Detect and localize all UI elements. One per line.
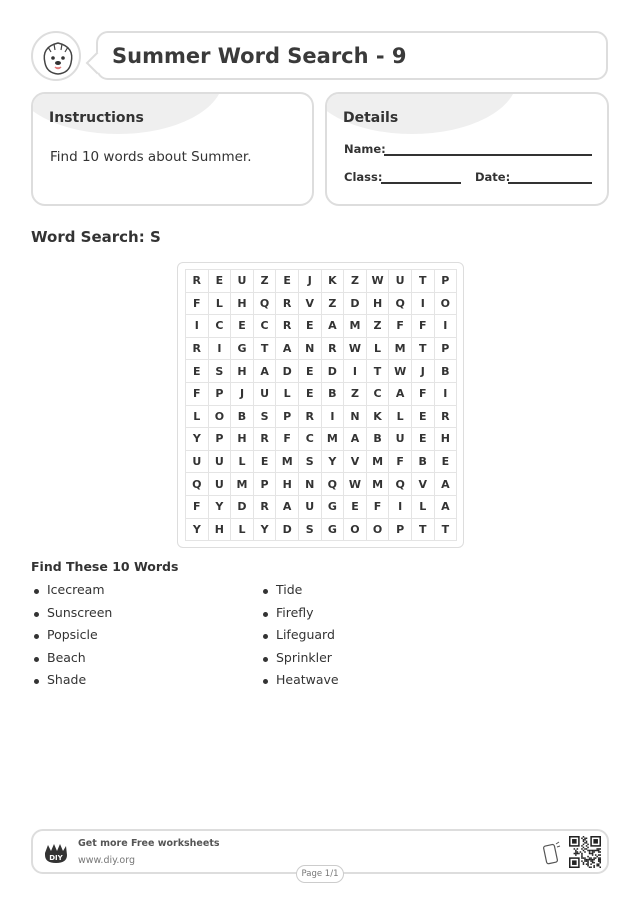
grid-cell[interactable]: C [253, 315, 276, 338]
grid-cell[interactable]: U [186, 450, 209, 473]
grid-cell[interactable]: T [253, 337, 276, 360]
grid-cell[interactable]: S [253, 405, 276, 428]
grid-cell[interactable]: J [411, 360, 434, 383]
grid-cell[interactable]: V [344, 450, 367, 473]
grid-cell[interactable]: A [389, 382, 412, 405]
grid-cell[interactable]: R [186, 270, 209, 293]
grid-cell[interactable]: R [253, 428, 276, 451]
grid-cell[interactable]: U [389, 270, 412, 293]
grid-cell[interactable]: D [276, 360, 299, 383]
grid-row [186, 315, 457, 338]
grid-cell[interactable]: M [366, 473, 389, 496]
grid-cell[interactable]: H [231, 360, 254, 383]
word-list-heading: Find These 10 Words [31, 559, 179, 574]
grid-cell[interactable]: A [253, 360, 276, 383]
grid-cell[interactable]: B [231, 405, 254, 428]
word-list-item: Beach [31, 650, 112, 673]
grid-cell[interactable]: G [321, 518, 344, 541]
word-list-item: Heatwave [260, 672, 339, 695]
grid-cell[interactable]: I [434, 382, 457, 405]
class-field[interactable] [381, 182, 461, 184]
grid-cell[interactable]: U [253, 382, 276, 405]
grid-row [186, 270, 457, 293]
grid-cell[interactable]: E [298, 360, 321, 383]
grid-cell[interactable]: W [366, 270, 389, 293]
grid-cell[interactable]: P [434, 270, 457, 293]
grid-cell[interactable]: O [434, 292, 457, 315]
page-number: Page 1/1 [296, 865, 344, 883]
word-list-column-2 [260, 582, 339, 695]
grid-cell[interactable]: Z [253, 270, 276, 293]
grid-cell[interactable]: L [186, 405, 209, 428]
grid-cell[interactable]: T [411, 518, 434, 541]
grid-cell[interactable]: E [298, 382, 321, 405]
grid-cell[interactable]: O [208, 405, 231, 428]
grid-cell[interactable]: I [321, 405, 344, 428]
grid-cell[interactable]: G [321, 495, 344, 518]
grid-row [186, 473, 457, 496]
grid-cell[interactable]: R [276, 315, 299, 338]
word-list-column-1 [31, 582, 112, 695]
grid-cell[interactable]: K [321, 270, 344, 293]
grid-cell[interactable]: H [208, 518, 231, 541]
grid-cell[interactable]: M [231, 473, 254, 496]
grid-cell[interactable]: L [366, 337, 389, 360]
grid-cell[interactable]: E [253, 450, 276, 473]
word-list-item: Popsicle [31, 627, 112, 650]
instructions-heading: Instructions [49, 110, 144, 126]
date-label: Date: [475, 170, 511, 184]
grid-cell[interactable]: U [231, 270, 254, 293]
grid-cell[interactable]: U [208, 473, 231, 496]
grid-cell[interactable]: J [231, 382, 254, 405]
class-label: Class: [344, 170, 383, 184]
grid-cell[interactable]: E [411, 405, 434, 428]
grid-cell[interactable]: A [434, 473, 457, 496]
grid-cell[interactable]: L [389, 405, 412, 428]
grid-cell[interactable]: Q [389, 473, 412, 496]
grid-cell[interactable]: G [231, 337, 254, 360]
details-panel [325, 92, 609, 206]
instructions-panel [31, 92, 314, 206]
grid-cell[interactable]: Z [344, 270, 367, 293]
mascot-icon [33, 33, 83, 83]
word-list-item: Shade [31, 672, 112, 695]
grid-cell[interactable]: Q [186, 473, 209, 496]
page-title: Summer Word Search - 9 [112, 44, 407, 68]
grid-cell[interactable]: V [411, 473, 434, 496]
grid-cell[interactable]: K [366, 405, 389, 428]
grid-row [186, 405, 457, 428]
grid-cell[interactable]: D [344, 292, 367, 315]
grid-cell[interactable]: R [186, 337, 209, 360]
grid-cell[interactable]: I [389, 495, 412, 518]
grid-cell[interactable]: N [298, 337, 321, 360]
grid-cell[interactable]: M [389, 337, 412, 360]
grid-row [186, 495, 457, 518]
grid-cell[interactable]: H [366, 292, 389, 315]
grid-cell[interactable]: Z [321, 292, 344, 315]
grid-cell[interactable]: H [434, 428, 457, 451]
grid-cell[interactable]: H [231, 292, 254, 315]
word-search-grid [177, 262, 464, 548]
grid-cell[interactable]: P [276, 405, 299, 428]
grid-cell[interactable]: E [231, 315, 254, 338]
grid-cell[interactable]: F [186, 495, 209, 518]
grid-cell[interactable]: Y [208, 495, 231, 518]
grid-cell[interactable]: R [321, 337, 344, 360]
word-search-heading: Word Search: S [31, 228, 161, 246]
grid-cell[interactable]: C [366, 382, 389, 405]
grid-cell[interactable]: M [344, 315, 367, 338]
grid-cell[interactable]: C [208, 315, 231, 338]
grid-cell[interactable]: Q [389, 292, 412, 315]
mascot-avatar [31, 31, 81, 81]
grid-cell[interactable]: E [434, 450, 457, 473]
grid-cell[interactable]: I [186, 315, 209, 338]
phone-scan-icon [543, 841, 561, 865]
grid-cell[interactable]: Y [186, 518, 209, 541]
grid-cell[interactable]: W [344, 337, 367, 360]
grid-cell[interactable]: Q [321, 473, 344, 496]
word-list-item: Sunscreen [31, 605, 112, 628]
grid-cell[interactable]: L [208, 292, 231, 315]
grid-cell[interactable]: B [411, 450, 434, 473]
grid-cell[interactable]: R [276, 292, 299, 315]
grid-cell[interactable]: W [389, 360, 412, 383]
grid-cell[interactable]: P [208, 428, 231, 451]
grid-cell[interactable]: E [344, 495, 367, 518]
grid-cell[interactable]: T [366, 360, 389, 383]
grid-cell[interactable]: F [389, 315, 412, 338]
grid-cell[interactable]: M [276, 450, 299, 473]
grid-cell[interactable]: J [298, 270, 321, 293]
grid-cell[interactable]: R [434, 405, 457, 428]
grid-cell[interactable]: A [434, 495, 457, 518]
grid-cell[interactable]: S [298, 450, 321, 473]
grid-cell[interactable]: N [344, 405, 367, 428]
grid-cell[interactable]: E [186, 360, 209, 383]
grid-row [186, 360, 457, 383]
grid-cell[interactable]: O [366, 518, 389, 541]
grid-cell[interactable]: A [321, 315, 344, 338]
grid-cell[interactable]: U [298, 495, 321, 518]
grid-cell[interactable]: U [389, 428, 412, 451]
grid-cell[interactable]: I [411, 292, 434, 315]
footer-promo: Get more Free worksheets [78, 838, 220, 849]
letter-grid [185, 269, 457, 541]
grid-cell[interactable]: D [231, 495, 254, 518]
grid-cell[interactable]: D [276, 518, 299, 541]
grid-cell[interactable]: U [208, 450, 231, 473]
grid-cell[interactable]: L [231, 450, 254, 473]
details-heading: Details [343, 110, 399, 126]
grid-cell[interactable]: D [321, 360, 344, 383]
grid-cell[interactable]: T [411, 337, 434, 360]
grid-cell[interactable]: W [344, 473, 367, 496]
grid-cell[interactable]: V [298, 292, 321, 315]
grid-cell[interactable]: M [321, 428, 344, 451]
name-label: Name: [344, 142, 386, 156]
grid-cell[interactable]: Y [186, 428, 209, 451]
grid-cell[interactable]: M [366, 450, 389, 473]
grid-cell[interactable]: Q [253, 292, 276, 315]
grid-cell[interactable]: F [366, 495, 389, 518]
grid-row [186, 337, 457, 360]
footer-url[interactable]: www.diy.org [78, 855, 135, 866]
title-box [96, 31, 608, 80]
grid-cell[interactable]: S [208, 360, 231, 383]
grid-cell[interactable]: B [434, 360, 457, 383]
grid-cell[interactable]: T [434, 518, 457, 541]
grid-cell[interactable]: S [298, 518, 321, 541]
qr-code-icon[interactable] [569, 836, 601, 868]
grid-cell[interactable]: E [276, 270, 299, 293]
grid-row [186, 382, 457, 405]
date-field[interactable] [508, 182, 592, 184]
grid-cell[interactable]: P [389, 518, 412, 541]
grid-cell[interactable]: Z [344, 382, 367, 405]
grid-cell[interactable]: I [208, 337, 231, 360]
grid-cell[interactable]: F [389, 450, 412, 473]
grid-row [186, 292, 457, 315]
grid-cell[interactable]: L [411, 495, 434, 518]
grid-cell[interactable]: O [344, 518, 367, 541]
word-list-item: Lifeguard [260, 627, 339, 650]
grid-cell[interactable]: A [276, 495, 299, 518]
grid-row [186, 428, 457, 451]
grid-cell[interactable]: R [298, 405, 321, 428]
grid-cell[interactable]: R [253, 495, 276, 518]
word-list-item: Icecream [31, 582, 112, 605]
grid-cell[interactable]: F [411, 315, 434, 338]
name-field[interactable] [384, 154, 592, 156]
logo-text: DIY [49, 854, 63, 862]
grid-cell[interactable]: B [366, 428, 389, 451]
grid-cell[interactable]: T [411, 270, 434, 293]
word-list-item: Sprinkler [260, 650, 339, 673]
grid-cell[interactable]: P [434, 337, 457, 360]
grid-cell[interactable]: N [298, 473, 321, 496]
grid-cell[interactable]: E [208, 270, 231, 293]
grid-cell[interactable]: F [186, 292, 209, 315]
grid-cell[interactable]: Y [253, 518, 276, 541]
grid-cell[interactable]: F [411, 382, 434, 405]
grid-cell[interactable]: I [344, 360, 367, 383]
grid-row [186, 450, 457, 473]
grid-cell[interactable]: H [231, 428, 254, 451]
word-list-item: Firefly [260, 605, 339, 628]
grid-cell[interactable]: Y [321, 450, 344, 473]
grid-cell[interactable]: F [276, 428, 299, 451]
grid-cell[interactable]: A [276, 337, 299, 360]
grid-cell[interactable]: E [411, 428, 434, 451]
grid-cell[interactable]: L [231, 518, 254, 541]
grid-cell[interactable]: P [253, 473, 276, 496]
grid-cell[interactable]: P [208, 382, 231, 405]
grid-cell[interactable]: Z [366, 315, 389, 338]
grid-cell[interactable]: A [344, 428, 367, 451]
grid-cell[interactable]: I [434, 315, 457, 338]
grid-cell[interactable]: F [186, 382, 209, 405]
grid-row [186, 518, 457, 541]
instructions-text: Find 10 words about Summer. [50, 149, 252, 165]
grid-cell[interactable]: B [321, 382, 344, 405]
grid-cell[interactable]: C [298, 428, 321, 451]
grid-cell[interactable]: L [276, 382, 299, 405]
diy-logo-icon[interactable] [43, 841, 69, 865]
grid-cell[interactable]: E [298, 315, 321, 338]
word-list-item: Tide [260, 582, 339, 605]
grid-cell[interactable]: H [276, 473, 299, 496]
